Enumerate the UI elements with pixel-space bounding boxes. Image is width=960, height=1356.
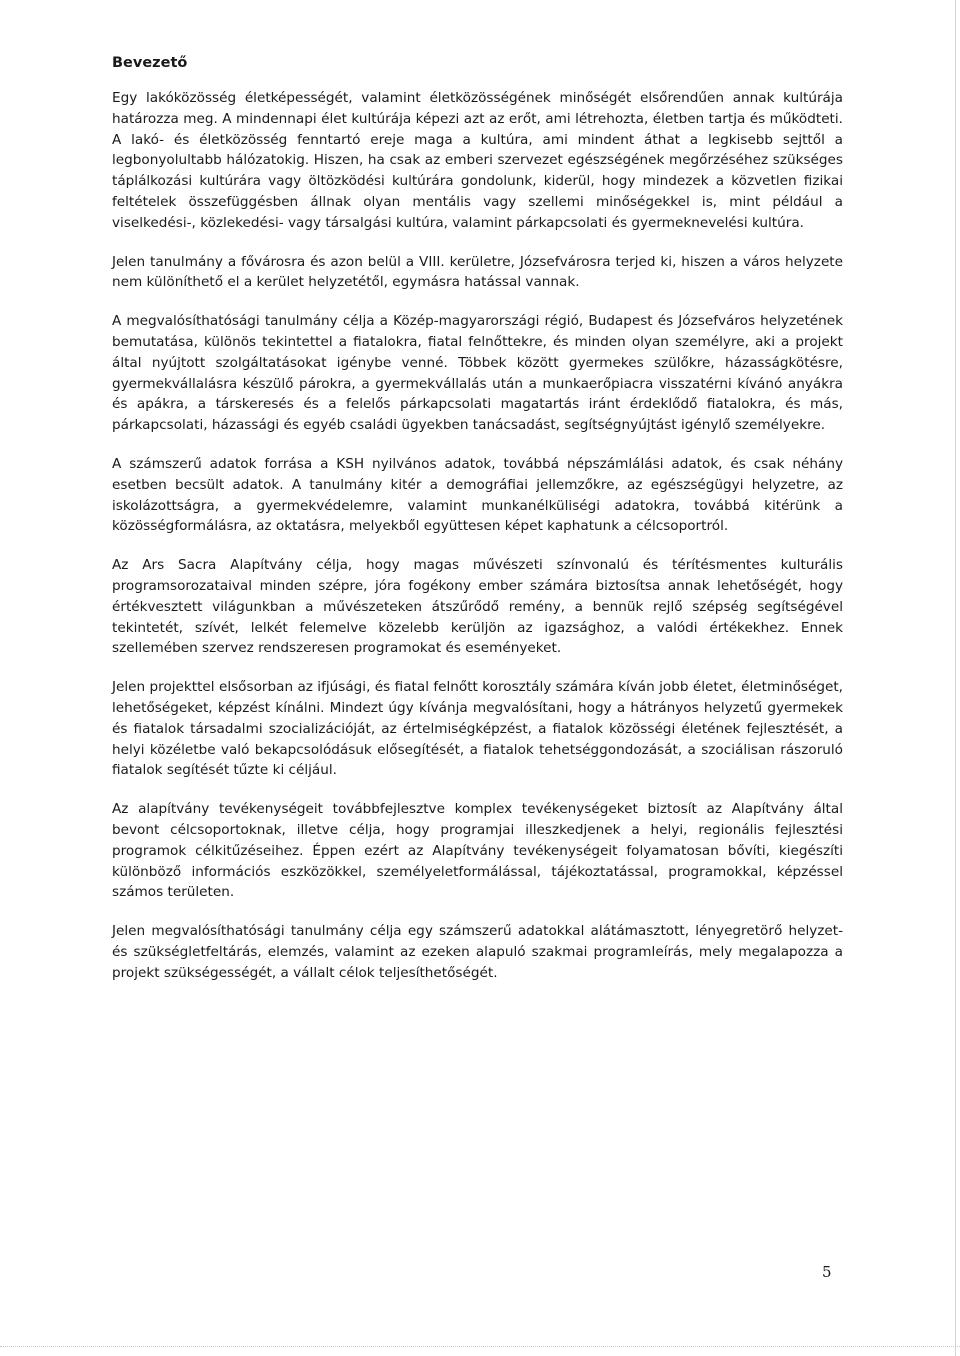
paragraph-7: Az alapítvány tevékenységeit továbbfejlesztve komplex tevékenységeket biztosít az Alapítvány által bevont célcsoportoknak, illetve célja, hogy programjai illeszkedjenek a helyi, regionális fejlesztési programok célkitűzéseihez. Éppen ezért az Alapítvány tevékenységeit folyamatosan bővíti, kiegészíti különböző információs eszközökkel, személyeletformálással, tájékoztatással, programokkal, képzéssel számos területen. bbox=[112, 801, 843, 901]
document-body bbox=[112, 52, 843, 1001]
scan-edge-line bbox=[955, 0, 956, 1356]
scan-edge-bottom-line bbox=[0, 1346, 960, 1347]
paragraph-8: Jelen megvalósíthatósági tanulmány célja egy számszerű adatokkal alátámasztott, lényegretörő helyzet- és szükségletfeltárás, elemzés, valamint az ezeken alapuló szakmai programleírás, mely megalapozza a projekt szükségességét, a vállalt célok teljesíthetőségét. bbox=[112, 923, 843, 981]
page-number: 5 bbox=[822, 1263, 832, 1281]
paragraph-3: A megvalósíthatósági tanulmány célja a Közép-magyarországi régió, Budapest és Józsefváros helyzetének bemutatása, különös tekintettel a fiatalokra, fiatal felnőttekre, és minden olyan személyre, aki a projekt által nyújtott szolgáltatásokat igénybe venné. Többek között gyermekes szülőkre, házasságkötésre, gyermekvállalásra készülő párokra, a gyermekvállalás után a munkaerőpiacra visszatérni kívánó anyákra és apákra, a társkeresés és a felelős párkapcsolati magatartás iránt érdeklődő fiatalokra, és más, párkapcsolati, házassági és egyéb családi ügyekben tanácsadást, segítségnyújtást igénylő személyekre. bbox=[112, 313, 843, 434]
paragraph-1: Egy lakóközösség életképességét, valamint életközösségének minőségét elsőrendűen annak kultúrája határozza meg. A mindennapi élet kultúrája képezi azt az erőt, ami létrehozta, életben tartja és működteti. A lakó- és életközösség fenntartó ereje maga a kultúra, ami mindent áthat a legkisebb sejttől a legbonyolultabb hálózatokig. Hiszen, ha csak az emberi szervezet egészségének megőrzéséhez szükséges táplálkozási kultúrára vagy öltözködési kultúrára gondolunk, kiderül, hogy mindezek a közvetlen fizikai feltételek összefüggésben állnak olyan mentális vagy szellemi minőségekkel is, mint például a viselkedési-, közlekedési- vagy társalgási kultúra, valamint párkapcsolati és gyermeknevelési kultúra. bbox=[112, 90, 843, 231]
paragraph-4: A számszerű adatok forrása a KSH nyilvános adatok, továbbá népszámlálási adatok, és csak néhány esetben becsült adatok. A tanulmány kitér a demográfiai jellemzőkre, az egészségügyi helyzetre, az iskolázottságra, a gyermekvédelemre, valamint munkanélküliségi adatokra, továbbá kitérünk a közösségformálásra, az oktatásra, melyekből együttesen képet kaphatunk a célcsoportról. bbox=[112, 455, 843, 535]
paragraph-6: Jelen projekttel elsősorban az ifjúsági, és fiatal felnőtt korosztály számára kíván jobb életet, életminőséget, lehetőségeket, képzést kínálni. Mindezt úgy kívánja megvalósítani, hogy a hátrányos helyzetű gyermekek és fiatalok társadalmi szocializációját, az értelmiségképzést, a fiatalok közösségi életének fejlesztését, a helyi közéletbe való bekapcsolódásuk elősegítését, a fiatalok tehetséggondozását, a szociálisan rászoruló fiatalok segítését tűzte ki céljául. bbox=[112, 679, 843, 779]
section-heading: Bevezető bbox=[112, 55, 188, 71]
paragraph-5: Az Ars Sacra Alapítvány célja, hogy magas művészeti színvonalú és térítésmentes kulturális programsorozataival minden szépre, jóra fogékony ember számára biztosítsa annak lehetőségét, hogy értékvesztett világunkban a művészeteken átszűrődő remény, a bennük rejlő szépség segítségével tekintetét, szívét, lelkét felemelve közelebb kerüljön az igazsághoz, a valódi értékekhez. Ennek szellemében szervez rendszeresen programokat és eseményeket. bbox=[112, 557, 843, 657]
paragraph-2: Jelen tanulmány a fővárosra és azon belül a VIII. kerületre, Józsefvárosra terjed ki, hiszen a város helyzete nem különíthető el a kerület helyzetétől, egymásra hatással vannak. bbox=[112, 253, 843, 291]
